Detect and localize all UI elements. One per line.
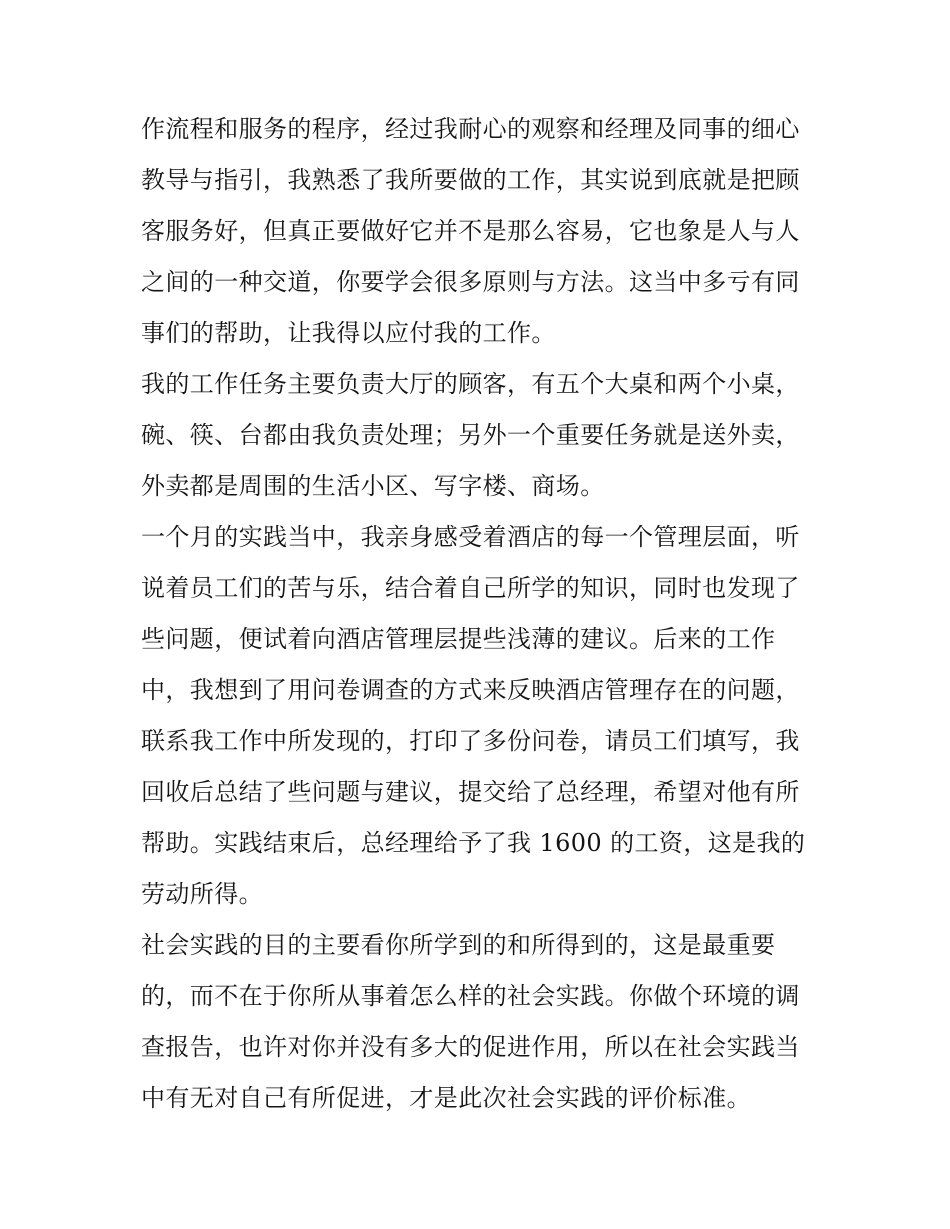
text-line: 事们的帮助，让我得以应付我的工作。 bbox=[141, 319, 556, 347]
text-line: 外卖都是周围的生活小区、写字楼、商场。 bbox=[141, 472, 605, 500]
text-line: 说着员工们的苦与乐，结合着自己所学的知识，同时也发现了 bbox=[141, 574, 800, 602]
text-line: 碗、筷、台都由我负责处理；另外一个重要任务就是送外卖， bbox=[141, 421, 800, 449]
text-line: 客服务好，但真正要做好它并不是那么容易，它也象是人与人 bbox=[141, 217, 800, 245]
text-line: 一个月的实践当中，我亲身感受着酒店的每一个管理层面，听 bbox=[141, 523, 800, 551]
text-line: 些问题，便试着向酒店管理层提些浅薄的建议。后来的工作 bbox=[141, 625, 776, 653]
text-line: 回收后总结了些问题与建议，提交给了总经理，希望对他有所 bbox=[141, 778, 800, 806]
text-line: 教导与指引，我熟悉了我所要做的工作，其实说到底就是把顾 bbox=[141, 166, 800, 194]
text-line: 劳动所得。 bbox=[141, 880, 263, 908]
text-line: 社会实践的目的主要看你所学到的和所得到的，这是最重要 bbox=[141, 931, 776, 959]
text-line: 之间的一种交道，你要学会很多原则与方法。这当中多亏有同 bbox=[141, 268, 800, 296]
text-line: 中有无对自己有所促进，才是此次社会实践的评价标准。 bbox=[141, 1084, 751, 1112]
text-line: 查报告，也许对你并没有多大的促进作用，所以在社会实践当 bbox=[141, 1033, 800, 1061]
text-line: 联系我工作中所发现的，打印了多份问卷，请员工们填写，我 bbox=[141, 727, 800, 755]
text-line: 的，而不在于你所从事着怎么样的社会实践。你做个环境的调 bbox=[141, 982, 800, 1010]
document-body bbox=[141, 104, 821, 1124]
text-line: 我的工作任务主要负责大厅的顾客，有五个大桌和两个小桌， bbox=[141, 370, 800, 398]
text-line: 作流程和服务的程序，经过我耐心的观察和经理及同事的细心 bbox=[141, 115, 800, 143]
text-line: 中，我想到了用问卷调查的方式来反映酒店管理存在的问题， bbox=[141, 676, 800, 704]
text-line: 帮助。实践结束后，总经理给予了我 1600 的工资，这是我的 bbox=[141, 829, 806, 857]
